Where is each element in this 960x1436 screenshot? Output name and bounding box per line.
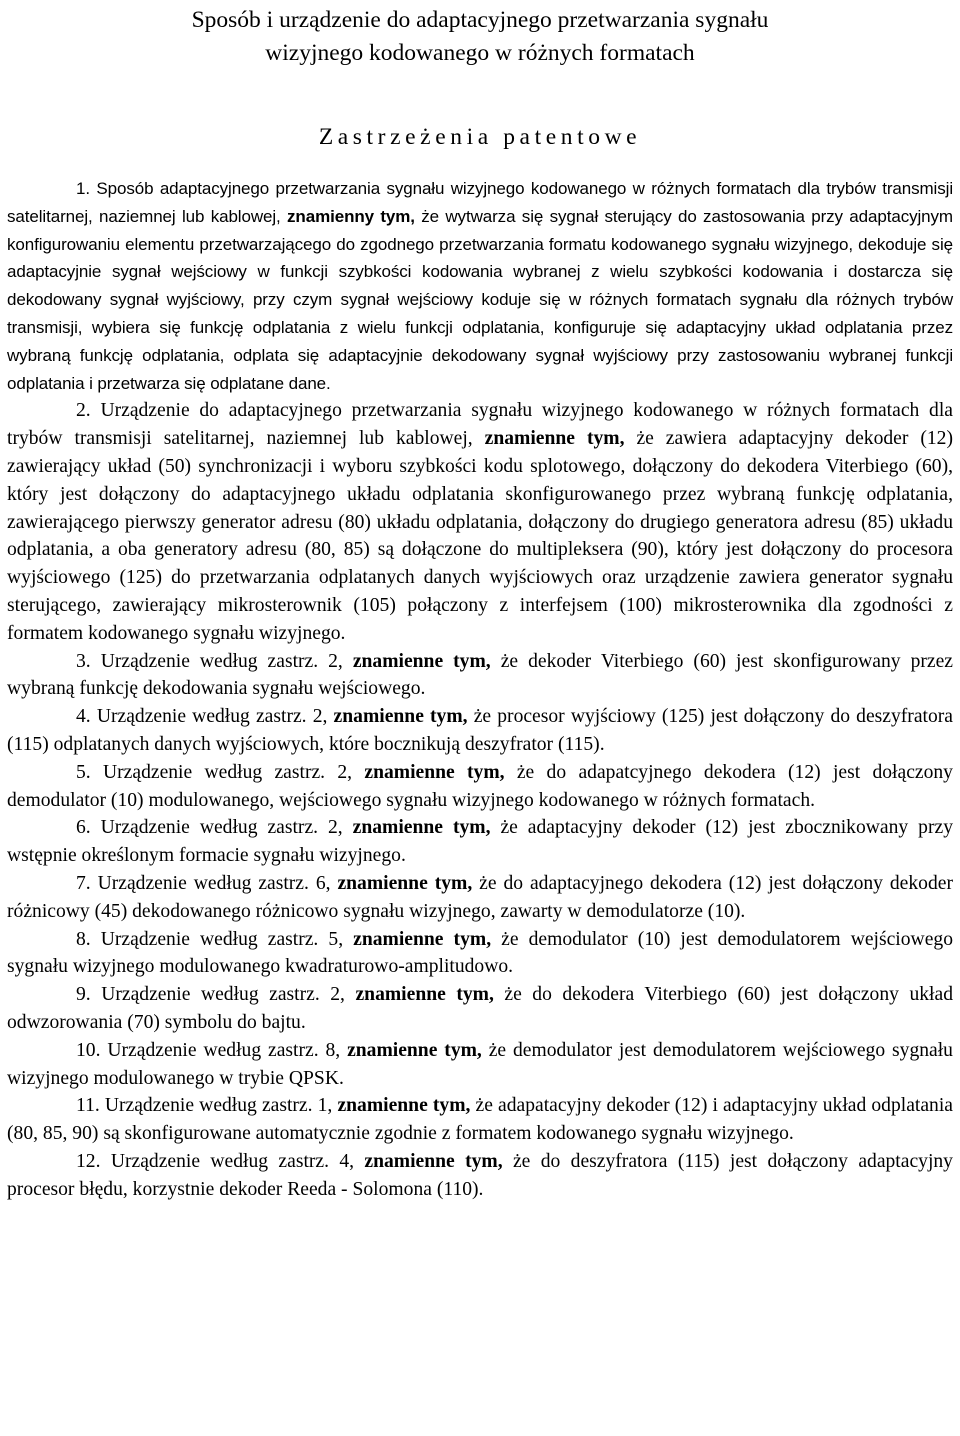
claim-characterizing-phrase: znamienne tym, <box>355 984 494 1006</box>
claim-characterizing-phrase: znamienne tym, <box>337 1095 471 1117</box>
claim-text-start: Sposób adaptacyjnego przetwarzania sygnału wizyjnego kodowanego w różnych formatach dla trybów transmisji satelitarnej, naziemnej lub kablowej, <box>7 179 953 226</box>
claim-text-rest: że demodulator (10) jest demodulatorem wejściowego sygnału wizyjnego modulowanego kwadraturowo-amplitudowo. <box>7 928 953 978</box>
claim-text-start: Urządzenie według zastrz. 1, <box>99 1095 338 1117</box>
claim-text-start: Urządzenie do adaptacyjnego przetwarzania sygnału wizyjnego kodowanego w różnych formatach dla trybów transmisji satelitarnej, naziemnej lub kablowej, <box>7 400 953 450</box>
claims-list <box>7 175 953 1203</box>
document-title-line-1: Sposób i urządzenie do adaptacyjnego przetwarzania sygnału <box>191 7 769 33</box>
claim-characterizing-phrase: znamienne tym, <box>364 761 505 783</box>
claim-text-start: Urządzenie według zastrz. 8, <box>100 1039 348 1061</box>
claim-text-start: Urządzenie według zastrz. 4, <box>100 1150 365 1172</box>
claim-text-start: Urządzenie według zastrz. 2, <box>90 984 356 1006</box>
claim-12 <box>7 1148 953 1204</box>
claim-number: 1. <box>76 179 90 198</box>
claim-text-rest: że adapatacyjny dekoder (12) i adaptacyjny układ odplatania (80, 85, 90) są skonfigurowane automatycznie zgodnie z formatem kodowanego sygnału wizyjnego. <box>7 1095 953 1145</box>
claim-6 <box>7 814 953 870</box>
claim-characterizing-phrase: znamienne tym, <box>337 872 473 894</box>
claim-characterizing-phrase: znamienne tym, <box>484 428 625 450</box>
claim-text-rest: że dekoder Viterbiego (60) jest skonfigurowany przez wybraną funkcję dekodowania sygnału wejściowego. <box>7 650 953 700</box>
claim-text-start: Urządzenie według zastrz. 2, <box>90 761 365 783</box>
claim-8 <box>7 926 953 982</box>
claim-2 <box>7 397 953 647</box>
claim-characterizing-phrase: znamienne tym, <box>352 650 491 672</box>
claim-characterizing-phrase: znamienne tym, <box>353 928 492 950</box>
claim-text-start: Urządzenie według zastrz. 2, <box>90 706 334 728</box>
claim-9 <box>7 981 953 1037</box>
claim-1 <box>7 175 953 397</box>
claim-text-rest: że wytwarza się sygnał sterujący do zastosowania przy adaptacyjnym konfigurowaniu elementu przetwarzającego do zgodnego przetwarzania formatu kodowanego sygnału wizyjnego, dekoduje się adaptacyjnie sygnał wejściowy w funkcji szybkości kodowania wybranej z wielu szybkości kodowania i dostarcza się dekodowany sygnał wyjściowy, przy czym sygnał wejściowy koduje się w różnych formatach sygnału dla różnych trybów transmisji, wybiera się funkcję odplatania z wielu funkcji odplatania, konfiguruje się adaptacyjny układ odplatania przez wybraną funkcję odplatania, odplata się adaptacyjnie dekodowany sygnał wyjściowy przy zastosowaniu wybranej funkcji odplatania i przetwarza się odplatane dane. <box>7 206 953 393</box>
claim-text-rest: że adaptacyjny dekoder (12) jest zbocznikowany przy wstępnie określonym formacie sygnału wizyjnego. <box>7 817 953 867</box>
claim-number: 3. <box>76 650 91 672</box>
claim-text-rest: że procesor wyjściowy (125) jest dołączony do deszyfratora (115) odplatanych danych wyjściowych, które bocznikują deszyfrator (115). <box>7 706 953 755</box>
claim-7 <box>7 870 953 926</box>
claim-text-start: Urządzenie według zastrz. 2, <box>90 817 353 839</box>
claim-number: 5. <box>76 761 91 783</box>
claim-characterizing-phrase: znamienne tym, <box>347 1039 482 1061</box>
claim-number: 4. <box>76 706 91 728</box>
claim-10 <box>7 1037 953 1093</box>
claim-text-start: Urządzenie według zastrz. 2, <box>90 650 353 672</box>
claim-text-rest: że demodulator jest demodulatorem wejściowego sygnału wizyjnego modulowanego w trybie QPSK. <box>7 1039 953 1089</box>
claim-characterizing-phrase: znamienne tym, <box>333 706 468 728</box>
claim-text-rest: że zawiera adaptacyjny dekoder (12) zawierający układ (50) synchronizacji i wyboru szybkości kodu splotowego, dołączony do dekodera Viterbiego (60), który jest dołączony do adaptacyjnego układu odplatania skonfigurowanego przez wybraną funkcję odplatania, zawierającego pierwszy generator adresu (80) układu odplatania, dołączony do drugiego generatora adresu (85) układu odplatania, a oba generatory adresu (80, 85) są dołączone do multipleksera (90), który jest dołączony do procesora wyjściowego (125) do przetwarzania odplatanych danych wyjściowych oraz urządzenie zawiera generator sygnału sterującego, zawierający mikrosterownik (105) połączony z interfejsem (100) mikrosterownika dla zgodności z formatem kodowanego sygnału wizyjnego. <box>7 428 953 644</box>
claim-characterizing-phrase: znamienne tym, <box>352 817 491 839</box>
document-title-line-2: wizyjnego kodowanego w różnych formatach <box>265 40 695 66</box>
claim-number: 10. <box>76 1039 101 1061</box>
claim-characterizing-phrase: znamienne tym, <box>364 1150 503 1172</box>
claim-number: 2. <box>76 400 91 422</box>
claim-text-rest: że do deszyfratora (115) jest dołączony adaptacyjny procesor błędu, korzystnie dekoder Reeda - Solomona (110). <box>7 1150 953 1200</box>
claim-text-rest: że do adaptacyjnego dekodera (12) jest dołączony dekoder różnicowy (45) dekodowanego różnicowo sygnału wizyjnego, zawarty w demodulatorze (10). <box>7 872 953 922</box>
claim-text-start: Urządzenie według zastrz. 6, <box>90 872 338 894</box>
claim-number: 9. <box>76 984 91 1006</box>
claim-text-start: Urządzenie według zastrz. 5, <box>90 928 354 950</box>
claim-text-rest: że do dekodera Viterbiego (60) jest dołączony układ odwzorowania (70) symbolu do bajtu. <box>7 984 953 1033</box>
claim-number: 6. <box>76 817 91 839</box>
claim-number: 7. <box>76 872 91 894</box>
claim-11 <box>7 1092 953 1148</box>
claim-text-rest: że do adapatcyjnego dekodera (12) jest dołączony demodulator (10) modulowanego, wejściowego sygnału wizyjnego kodowanego w różnych formatach. <box>7 761 953 811</box>
section-heading: Zastrzeżenia patentowe <box>318 124 642 150</box>
claim-number: 12. <box>76 1150 101 1172</box>
claim-number: 8. <box>76 928 91 950</box>
claim-characterizing-phrase: znamienny tym, <box>287 206 415 226</box>
claim-3 <box>7 648 953 704</box>
claim-4 <box>7 703 953 759</box>
claim-5 <box>7 759 953 815</box>
document-title <box>0 4 960 70</box>
claim-number: 11. <box>76 1095 100 1117</box>
